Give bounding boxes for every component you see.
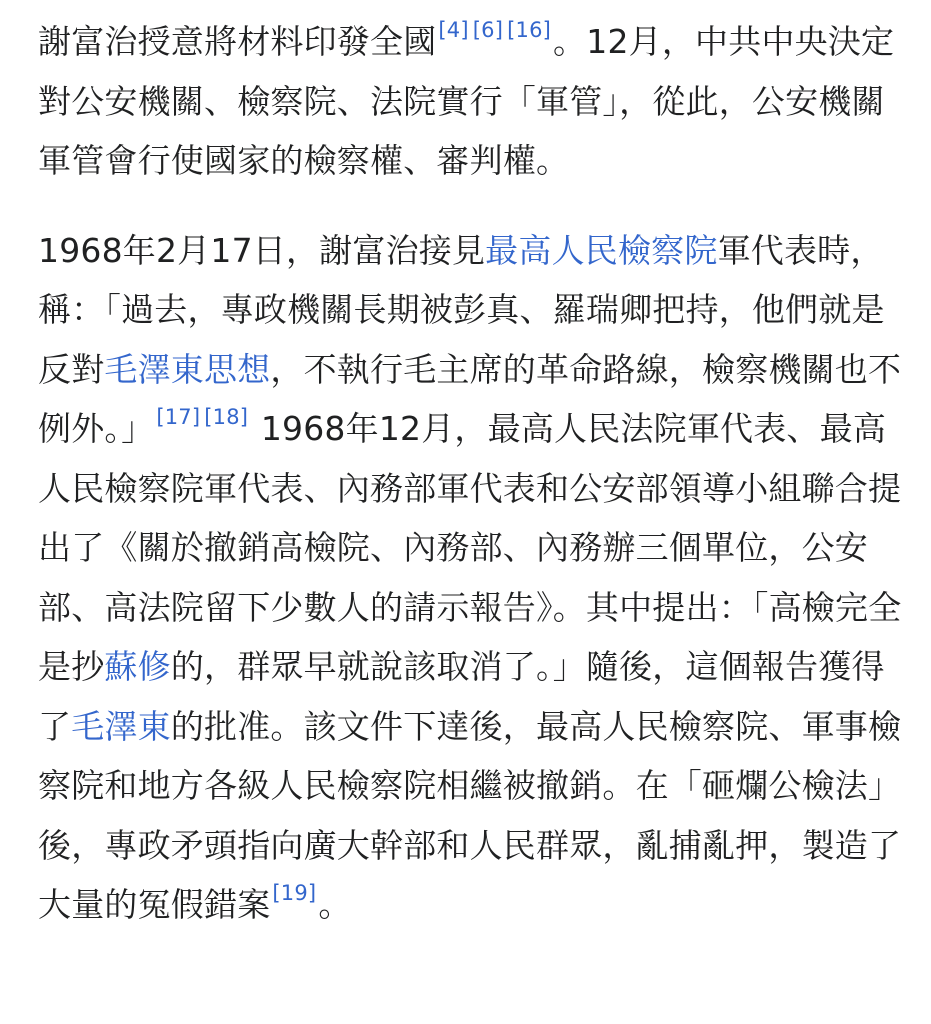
citation-16 <box>507 18 551 42</box>
citation-6-link[interactable]: [6] <box>472 18 504 43</box>
paragraph-2 <box>38 221 904 935</box>
text-segment: 謝富治授意將材料印發全國 <box>38 22 437 61</box>
citation-4-link[interactable]: [4] <box>438 18 469 43</box>
text-segment: ，不執行毛主席的革命路線，檢察機關也不例外。」 <box>38 349 902 448</box>
citation-18 <box>204 405 248 429</box>
text-segment: 軍代表時，稱：「過去，專政機關長期被彭真、羅瑞卿把持，他們就是反對 <box>38 230 885 389</box>
text-segment: 1968年2月17日，謝富治接見 <box>38 230 486 270</box>
citation-19 <box>272 881 316 905</box>
citation-19-link[interactable]: [19] <box>272 881 317 906</box>
text-segment: 的批准。該文件下達後，最高人民檢察院、軍事檢察院和地方各級人民檢察院相繼被撤銷。在「砸爛公檢法」後，專政矛頭指向廣大幹部和人民群眾，亂捕亂押，製造了大量的冤假錯案 <box>38 706 902 924</box>
citation-18-link[interactable]: [18] <box>204 405 249 430</box>
citation-16-link[interactable]: [16] <box>507 18 552 43</box>
citation-17 <box>156 405 200 429</box>
link-supreme-procuratorate[interactable]: 最高人民檢察院 <box>485 230 718 270</box>
link-mao-zedong-thought[interactable]: 毛澤東思想 <box>104 349 271 389</box>
text-segment: 。 <box>318 885 352 924</box>
text-segment: 。12月，中共中央決定對公安機關、檢察院、法院實行「軍管」，從此，公安機關軍管會行使國家的檢察權、審判權。 <box>38 22 895 180</box>
text-segment: 1968年12月，最高人民法院軍代表、最高人民檢察院軍代表、內務部軍代表和公安部領導小組聯合提出了《關於撤銷高檢院、內務部、內務辦三個單位，公安部、高法院留下少數人的請示報告》。其中提出：「高檢完全是抄 <box>38 409 902 686</box>
text-segment: 的，群眾早就說該取消了。」隨後，這個報告獲得了 <box>38 647 885 746</box>
link-mao-zedong[interactable]: 毛澤東 <box>71 706 171 746</box>
citation-17-link[interactable]: [17] <box>156 405 201 430</box>
citation-4 <box>438 18 468 42</box>
paragraph-1 <box>38 12 904 191</box>
link-soviet-revisionism[interactable]: 蘇修 <box>104 647 171 686</box>
citation-6 <box>473 18 503 42</box>
article-content <box>38 12 904 935</box>
